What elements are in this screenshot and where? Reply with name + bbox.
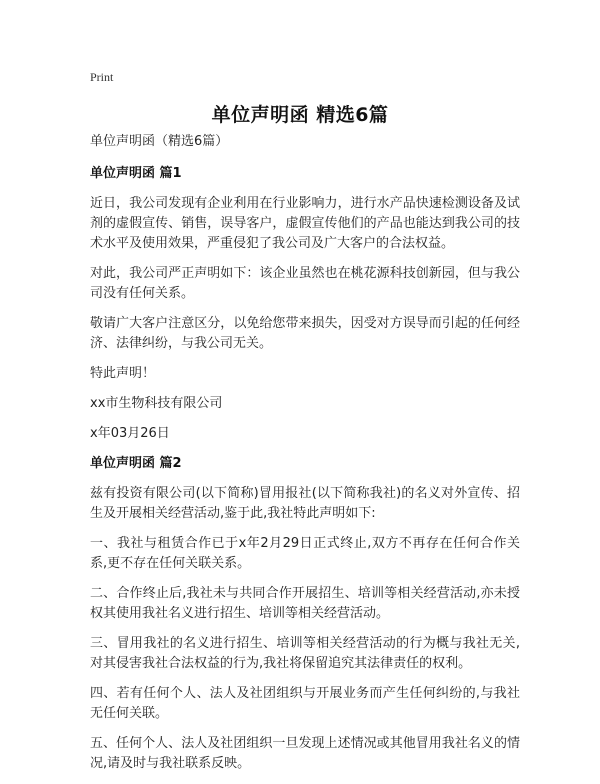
- document-subtitle: 单位声明函（精选6篇）: [90, 134, 229, 149]
- section-2-paragraph: 一、我社与租赁合作已于x年2月29日正式终止,双方不再存在任何合作关系,更不存在任何关联关系。: [90, 536, 520, 571]
- print-link[interactable]: Print: [90, 70, 114, 84]
- section-2-paragraph: 四、若有任何个人、法人及社团组织与开展业务而产生任何纠纷的,与我社无任何关联。: [90, 686, 520, 721]
- document-body: [90, 132, 520, 784]
- section-1-paragraph: 特此声明！: [90, 366, 156, 381]
- section-2-paragraph: 二、合作终止后,我社未与共同合作开展招生、培训等相关经营活动,亦未授权其使用我社名义进行招生、培训等相关经营活动。: [90, 586, 520, 621]
- section-1-signature-company: xx市生物科技有限公司: [90, 396, 223, 411]
- section-1-heading: 单位声明函 篇1: [90, 166, 182, 181]
- section-1-signature-date: x年03月26日: [90, 426, 170, 441]
- section-1-paragraph: 敬请广大客户注意区分，以免给您带来损失，因受对方误导而引起的任何经济、法律纠纷，与我公司无关。: [90, 316, 520, 351]
- section-1-paragraph: 近日，我公司发现有企业利用在行业影响力，进行水产品快速检测设备及试剂的虚假宣传、销售，误导客户，虚假宣传他们的产品也能达到我公司的技术水平及使用效果，严重侵犯了我公司及广大客户的合法权益。: [90, 196, 520, 251]
- section-1-paragraph: 对此，我公司严正声明如下：该企业虽然也在桃花源科技创新园，但与我公司没有任何关系。: [90, 266, 520, 301]
- section-2-paragraph: 兹有投资有限公司(以下简称)冒用报社(以下简称我社)的名义对外宣传、招生及开展相关经营活动,鉴于此,我社特此声明如下:: [90, 486, 520, 521]
- page-title: 单位声明函 精选6篇: [211, 104, 389, 126]
- section-2-paragraph: 五、任何个人、法人及社团组织一旦发现上述情况或其他冒用我社名义的情况,请及时与我社联系反映。: [90, 736, 520, 771]
- section-2-heading: 单位声明函 篇2: [90, 456, 182, 471]
- section-2-paragraph: 三、冒用我社的名义进行招生、培训等相关经营活动的行为概与我社无关,对其侵害我社合法权益的行为,我社将保留追究其法律责任的权利。: [90, 636, 520, 671]
